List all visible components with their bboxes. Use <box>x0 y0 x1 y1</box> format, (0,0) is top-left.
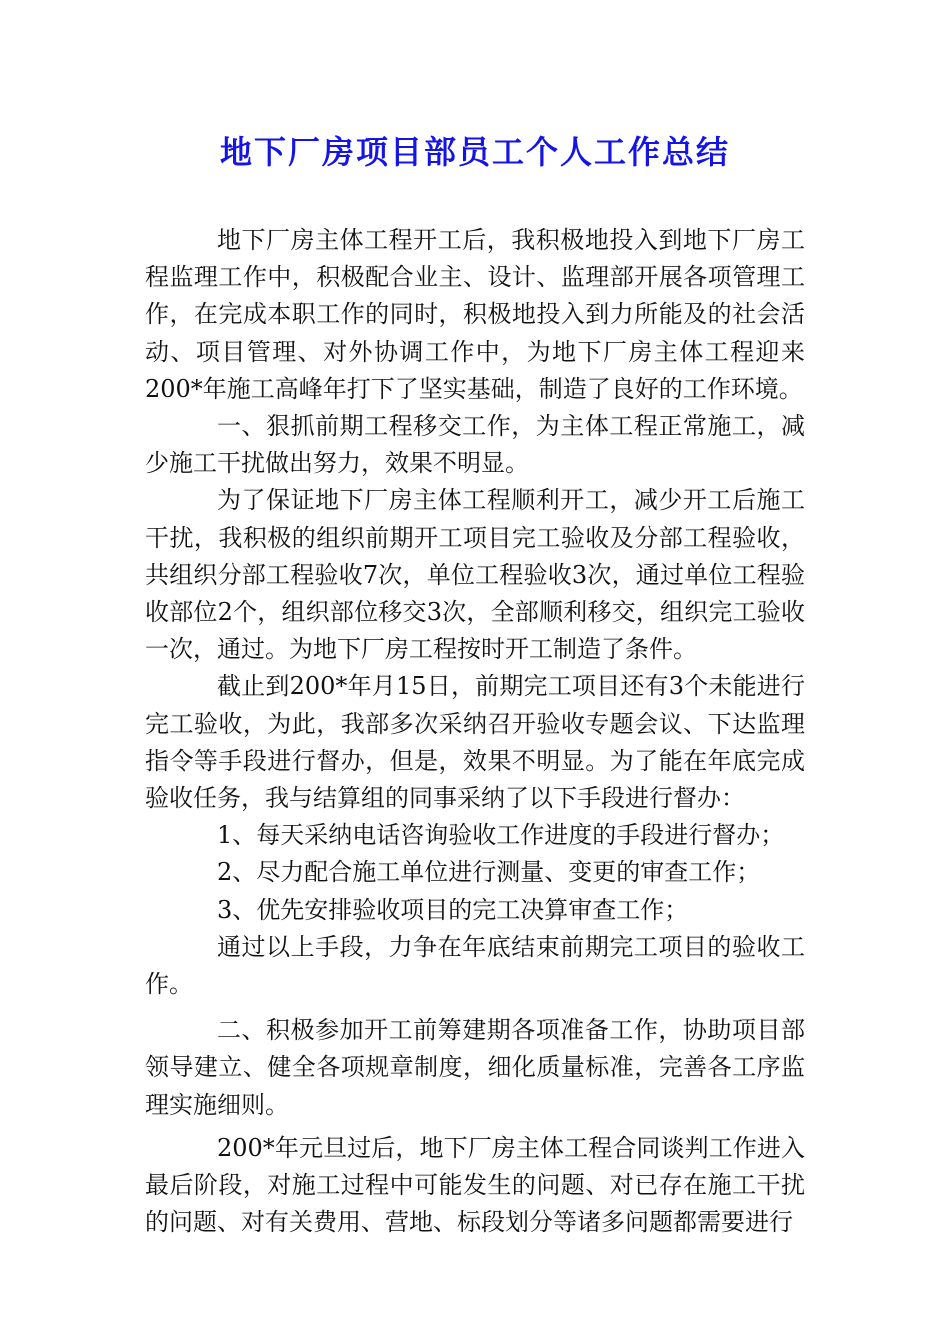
list-item-2: 2、尽力配合施工单位进行测量、变更的审查工作； <box>217 858 761 887</box>
paragraph-deadline: 截止到200*年月15日，前期完工项目还有3个未能进行完工验收，为此，我部多次采纳召开验收专题会议、下达监理指令等手段进行督办，但是，效果不明显。为了能在年底完成验收任务，我与结算组的同事采纳了以下手段进行督办： <box>145 672 805 813</box>
paragraph-goal: 通过以上手段，力争在年底结束前期完工项目的验收工作。 <box>145 932 805 999</box>
document-title: 地下厂房项目部员工个人工作总结 <box>219 133 730 171</box>
paragraph-acceptance-work: 为了保证地下厂房主体工程顺利开工，减少开工后施工干扰，我积极的组织前期开工项目完工验收及分部工程验收，共组织分部工程验收7次，单位工程验收3次，通过单位工程验收部位2个，组织部位移交3次，全部顺利移交，组织完工验收一次，通过。为地下厂房工程按时开工制造了条件。 <box>145 486 805 664</box>
document-body <box>145 222 805 1241</box>
paragraph-section-2-heading: 二、积极参加开工前筹建期各项准备工作，协助项目部领导建立、健全各项规章制度，细化质量标准，完善各工序监理实施细则。 <box>145 1016 805 1119</box>
paragraph-new-year: 200*年元旦过后，地下厂房主体工程合同谈判工作进入最后阶段，对施工过程中可能发生的问题、对已存在施工干扰的问题、对有关费用、营地、标段划分等诸多问题都需要进行 <box>145 1133 805 1237</box>
list-item-1: 1、每天采纳电话咨询验收工作进度的手段进行督办； <box>217 821 785 850</box>
paragraph-intro: 地下厂房主体工程开工后，我积极地投入到地下厂房工程监理工作中，积极配合业主、设计、监理部开展各项管理工作，在完成本职工作的同时，积极地投入到力所能及的社会活动、项目管理、对外协调工作中，为地下厂房主体工程迎来200*年施工高峰年打下了坚实基础，制造了良好的工作环境。 <box>145 226 805 403</box>
paragraph-section-1-heading: 一、狠抓前期工程移交工作，为主体工程正常施工，减少施工干扰做出努力，效果不明显。 <box>145 412 805 478</box>
list-item-3: 3、优先安排验收项目的完工决算审查工作； <box>217 895 689 924</box>
